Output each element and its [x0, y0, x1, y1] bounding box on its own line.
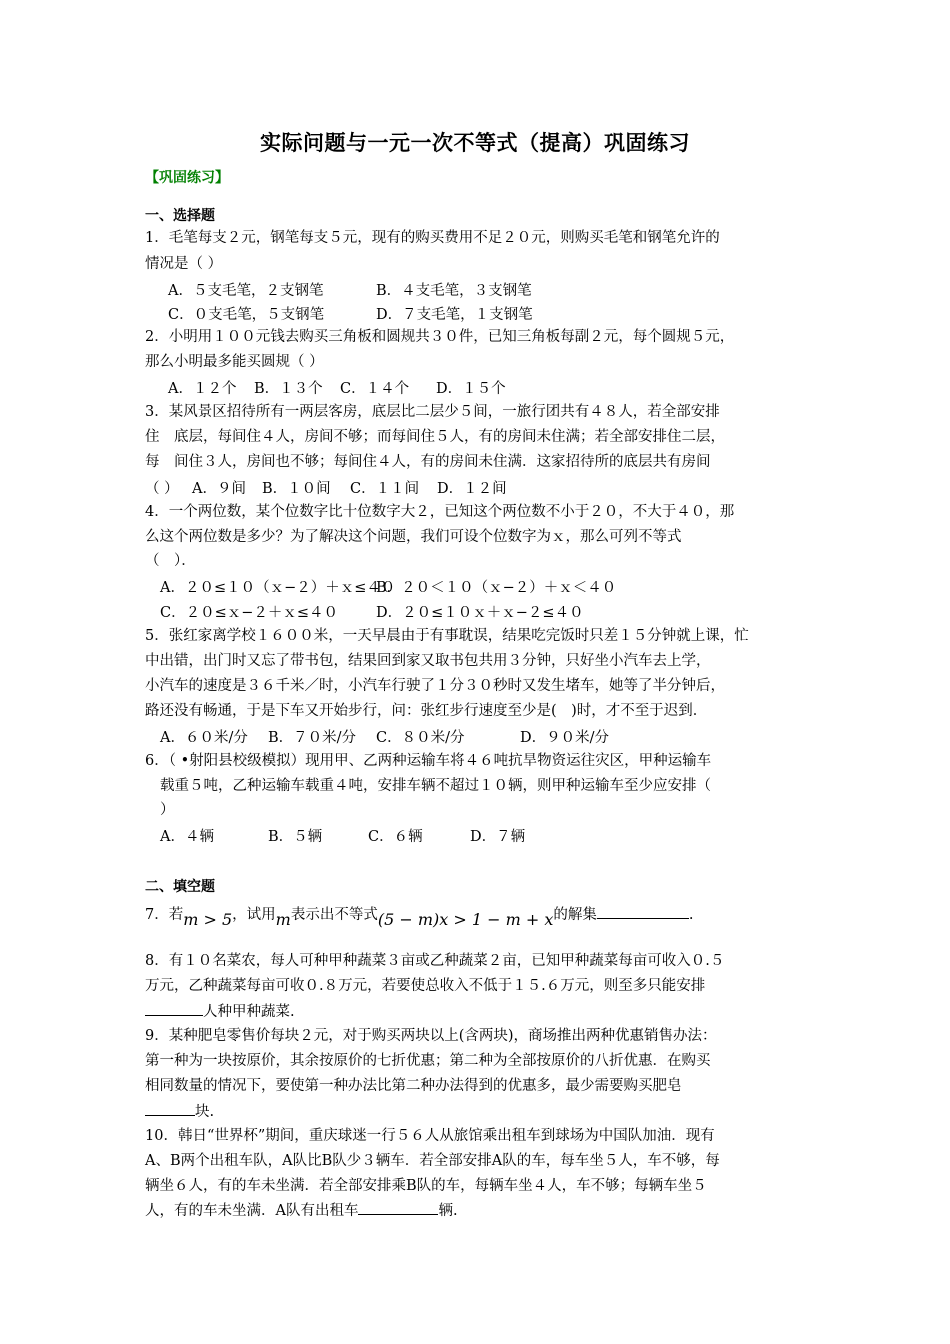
- q3-line2: 住 底层，每间住４人，房间不够；而每间住５人，有的房间未住满；若全部安排住二层，: [145, 429, 725, 445]
- q7-line: [145, 902, 694, 927]
- q2-option-d: D．１５个: [436, 381, 506, 397]
- q9-line4: [145, 1101, 214, 1122]
- q6-option-b: B．５辆: [268, 829, 323, 845]
- q10-answer-blank[interactable]: [358, 1200, 438, 1215]
- q3-line1: 3．某风景区招待所有一两层客房，底层比二层少５间，一旅行团共有４８人，若全部安排: [145, 404, 720, 420]
- section-heading-fill: 二、填空题: [145, 879, 215, 895]
- q6-option-d: D．７辆: [470, 829, 526, 845]
- q1-line1: 1．毛笔每支２元，钢笔每支５元，现有的购买费用不足２０元，则购买毛笔和钢笔允许的: [145, 230, 720, 246]
- q5-option-c: C．８０米/分: [376, 730, 465, 746]
- q4-line3: （ ）．: [145, 553, 196, 569]
- q5-option-b: B．７０米/分: [268, 730, 357, 746]
- q6-option-a: A．４辆: [160, 829, 214, 845]
- q4-option-c: C．２０≤ｘ−２＋ｘ≤４０: [160, 605, 339, 621]
- q6-line1: 6．（ •射阳县校级模拟）现用甲、乙两种运输车将４６吨抗旱物资运往灾区，甲种运输车: [145, 753, 712, 769]
- page-title: 实际问题与一元一次不等式（提高）巩固练习: [260, 131, 690, 155]
- q1-option-b: B．４支毛笔，３支钢笔: [376, 283, 532, 299]
- q3-line3: 每 间住３人，房间也不够；每间住４人，有的房间未住满．这家招待所的底层共有房间: [145, 454, 711, 470]
- q10-line4-text-b: 辆.: [438, 1203, 458, 1219]
- q3-option-b: B．１０间: [262, 481, 331, 497]
- q5-option-d: D．９０米/分: [520, 730, 610, 746]
- q8-line3-text: 人种甲种蔬菜.: [203, 1004, 295, 1020]
- q8-answer-blank[interactable]: [145, 1001, 203, 1016]
- q3-option-d: D．１２间: [437, 481, 507, 497]
- q7-math-condition: m > 5: [183, 910, 233, 929]
- q6-option-c: C．６辆: [368, 829, 423, 845]
- q7-answer-blank[interactable]: [597, 904, 689, 919]
- q6-line2: 载重５吨，乙种运输车载重４吨，安排车辆不超过１０辆，则甲种运输车至少应安排（: [160, 778, 711, 794]
- q2-line2: 那么小明最多能买圆规（ ）: [145, 354, 324, 370]
- q10-line1: 10．韩日“世界杯”期间，重庆球迷一行５６人从旅馆乘出租车到球场为中国队加油．现有: [145, 1128, 715, 1144]
- q3-option-a: A．９间: [192, 481, 246, 497]
- q8-line1: 8．有１０名菜农，每人可种甲种蔬菜３亩或乙种蔬菜２亩，已知甲种蔬菜每亩可收入０.５: [145, 953, 725, 969]
- q4-line1: 4．一个两位数，某个位数字比十位数字大２，已知这个两位数不小于２０，不大于４０，那: [145, 504, 735, 520]
- q9-line2: 第一种为一块按原价，其余按原价的七折优惠；第二种为全部按原价的八折优惠．在购买: [145, 1053, 711, 1069]
- q9-line3: 相同数量的情况下，要使第一种办法比第二种办法得到的优惠多，最少需要购买肥皂: [145, 1078, 682, 1094]
- q10-line2: A、B两个出租车队，A队比B队少３辆车．若全部安排A队的车，每车坐５人，车不够，每: [145, 1153, 720, 1169]
- q7-text-2: ，试用: [232, 907, 276, 923]
- q3-option-c: C．１１间: [350, 481, 420, 497]
- q9-line1: 9．某种肥皂零售价每块２元，对于购买两块以上(含两块)，商场推出两种优惠销售办法：: [145, 1028, 717, 1044]
- q1-line2: 情况是（ ）: [145, 256, 223, 272]
- q9-answer-blank[interactable]: [145, 1101, 195, 1116]
- q2-option-a: A．１２个: [168, 381, 237, 397]
- section-heading-choice: 一、选择题: [145, 208, 215, 224]
- q4-option-a: A．２０≤１０（ｘ−２）＋ｘ≤４０: [160, 580, 396, 596]
- q3-blank: （ ）: [145, 481, 179, 497]
- q9-line4-text: 块.: [195, 1104, 215, 1120]
- q1-option-c: C．０支毛笔，５支钢笔: [168, 307, 325, 323]
- q10-line3: 辆坐６人，有的车未坐满．若全部安排乘B队的车，每辆车坐４人，车不够；每辆车坐５: [145, 1178, 707, 1194]
- section-tag: 【巩固练习】: [145, 170, 229, 186]
- q4-option-d: D．２０≤１０ｘ＋ｘ−２≤４０: [376, 605, 584, 621]
- q2-option-c: C．１４个: [340, 381, 410, 397]
- q1-option-a: A．５支毛笔，２支钢笔: [168, 283, 324, 299]
- q5-line2: 中出错，出门时又忘了带书包，结果回到家又取书包共用３分钟，只好坐小汽车去上学，: [145, 653, 711, 669]
- q8-line2: 万元，乙种蔬菜每亩可收０.８万元，若要使总收入不低于１５.６万元，则至多只能安排: [145, 978, 706, 994]
- q1-option-d: D．７支毛笔，１支钢笔: [376, 307, 533, 323]
- q2-option-b: B．１３个: [254, 381, 323, 397]
- q7-text-3: 表示出不等式: [290, 907, 378, 923]
- q4-line2: 么这个两位数是多少？为了解决这个问题，我们可设个位数字为ｘ，那么可列不等式: [145, 529, 682, 545]
- q5-line3: 小汽车的速度是３６千米／时，小汽车行驶了１分３０秒时又发生堵车，她等了半分钟后，: [145, 678, 725, 694]
- q2-line1: 2．小明用１００元钱去购买三角板和圆规共３０件，已知三角板每副２元，每个圆规５元，: [145, 329, 735, 345]
- q8-line3: [145, 1001, 295, 1022]
- q10-line4: [145, 1200, 458, 1221]
- q7-text-1: 7．若: [145, 907, 184, 923]
- q5-line1: 5．张红家离学校１６００米，一天早晨由于有事耽误，结果吃完饭时只差１５分钟就上课，忙: [145, 628, 749, 644]
- q10-line4-text-a: 人，有的车未坐满．A队有出租车: [145, 1203, 359, 1219]
- q5-option-a: A．６０米/分: [160, 730, 248, 746]
- q7-text-5: .: [688, 907, 694, 923]
- q4-option-b: B．２０＜１０（ｘ−２）＋ｘ＜４０: [376, 580, 617, 596]
- q7-math-m: m: [275, 910, 291, 929]
- q7-text-4: 的解集: [553, 907, 597, 923]
- q5-line4: 路还没有畅通，于是下车又开始步行，问：张红步行速度至少是( )时，才不至于迟到．: [145, 703, 708, 719]
- q7-math-inequality: (5 − m)x > 1 − m + x: [377, 910, 554, 929]
- q6-line3: ）: [160, 802, 175, 818]
